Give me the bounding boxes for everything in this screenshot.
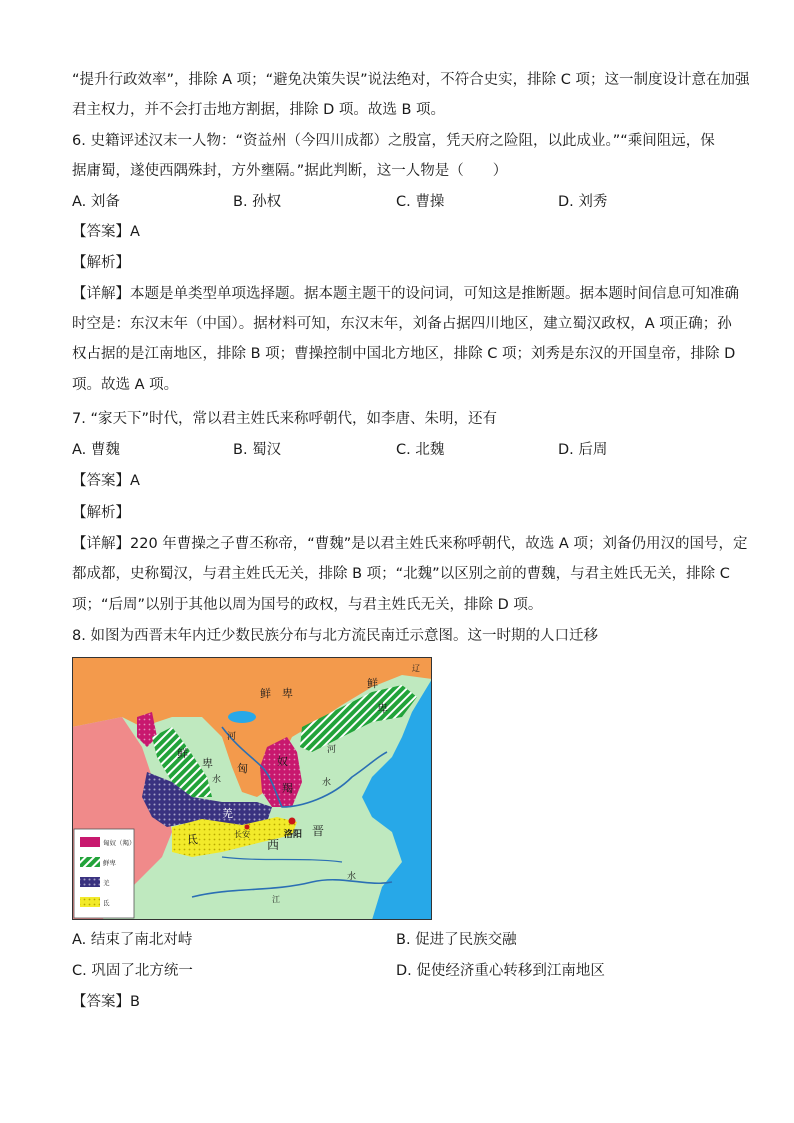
prev-explanation-line-1: “提升行政效率”，排除 A 项；“避免决策失误”说法绝对，不符合史实，排除 C 项；这一制度设计意在加强 bbox=[72, 72, 750, 88]
legend-swatch-di bbox=[80, 897, 100, 907]
q6-option-d[interactable]: D. 刘秀 bbox=[558, 194, 608, 210]
q6-answer: 【答案】A bbox=[72, 224, 140, 240]
map-label: 水 bbox=[212, 775, 222, 785]
map-label: 河 bbox=[227, 732, 237, 742]
legend-swatch-xianbei bbox=[80, 857, 100, 867]
prev-explanation-line-2: 君主权力，并不会打击地方割据，排除 D 项。故选 B 项。 bbox=[72, 102, 446, 118]
legend-swatch-xiongnu bbox=[80, 837, 100, 847]
map-label: 晋 bbox=[312, 824, 325, 838]
map-label: 卑 bbox=[377, 702, 388, 715]
q7-option-b[interactable]: B. 蜀汉 bbox=[233, 442, 282, 458]
map-legend bbox=[74, 829, 136, 918]
map-label: 江 bbox=[272, 895, 280, 904]
map-label: 河 bbox=[327, 745, 337, 755]
q8-option-b[interactable]: B. 促进了民族交融 bbox=[396, 932, 517, 948]
legend-swatch-qiang bbox=[80, 877, 100, 887]
map-label: 羯 bbox=[282, 782, 293, 795]
map-label: 鲜 bbox=[260, 687, 271, 700]
map-label: 辽 bbox=[412, 664, 420, 673]
legend-label: 鲜卑 bbox=[103, 859, 116, 867]
map-label: 卑 bbox=[282, 687, 293, 700]
map-label: 氐 bbox=[187, 833, 198, 846]
q7-analysis-label: 【解析】 bbox=[72, 505, 130, 521]
q8-option-c[interactable]: C. 巩固了北方统一 bbox=[72, 963, 193, 979]
map-label: 鲜 bbox=[367, 677, 378, 690]
q6-stem-line-1: 6. 史籍评述汉末一人物：“资益州（今四川成都）之殷富，凭天府之险阻，以此成业。”“乘间阻远，保 bbox=[72, 133, 715, 149]
luoyang-marker bbox=[289, 818, 296, 825]
map-label: 长安 bbox=[234, 830, 250, 839]
legend-label: 匈奴（羯） bbox=[103, 839, 136, 847]
q7-answer: 【答案】A bbox=[72, 473, 140, 489]
q7-detail-line-2: 都成都，史称蜀汉，与君主姓氏无关，排除 B 项；“北魏”以区别之前的曹魏，与君主姓氏无关，排除 C bbox=[72, 566, 730, 582]
q8-stem: 8. 如图为西晋末年内迁少数民族分布与北方流民南迁示意图。这一时期的人口迁移 bbox=[72, 628, 598, 644]
legend-label: 羌 bbox=[103, 879, 110, 887]
q7-detail-line-3: 项；“后周”以别于其他以周为国号的政权，与君主姓氏无关，排除 D 项。 bbox=[72, 597, 543, 613]
q6-detail-line-4: 项。故选 A 项。 bbox=[72, 377, 179, 393]
q7-detail-line-1: 【详解】220 年曹操之子曹丕称帝，“曹魏”是以君主姓氏来称呼朝代，故选 A 项；刘备仍用汉的国号，定 bbox=[72, 536, 748, 552]
map-label: 水 bbox=[322, 778, 332, 788]
q8-answer: 【答案】B bbox=[72, 994, 140, 1010]
map-label: 奴 bbox=[277, 755, 288, 768]
lake bbox=[228, 711, 256, 723]
q7-option-d[interactable]: D. 后周 bbox=[558, 442, 608, 458]
q8-option-d[interactable]: D. 促使经济重心转移到江南地区 bbox=[396, 963, 605, 979]
migration-map bbox=[72, 657, 432, 920]
map-label: 西 bbox=[267, 838, 280, 852]
q7-stem: 7. “家天下”时代，常以君主姓氏来称呼朝代，如李唐、朱明，还有 bbox=[72, 411, 497, 427]
map-label: 匈 bbox=[237, 762, 248, 775]
map-label: 卑 bbox=[202, 757, 213, 770]
q6-detail-line-2: 时空是：东汉末年（中国）。据材料可知，东汉末年，刘备占据四川地区，建立蜀汉政权，A 项正确；孙 bbox=[72, 316, 732, 332]
q7-option-a[interactable]: A. 曹魏 bbox=[72, 442, 120, 458]
q8-option-a[interactable]: A. 结束了南北对峙 bbox=[72, 932, 193, 948]
map-label: 水 bbox=[347, 872, 357, 882]
legend-label: 氐 bbox=[103, 899, 110, 907]
q6-detail-line-3: 权占据的是江南地区，排除 B 项；曹操控制中国北方地区，排除 C 项；刘秀是东汉的开国皇帝，排除 D bbox=[72, 346, 736, 362]
q6-stem-line-2: 据庸蜀，遂使西隅殊封，方外壅隔。”据此判断，这一人物是（ ） bbox=[72, 163, 508, 179]
map-label: 鲜 bbox=[177, 747, 188, 760]
changan-marker bbox=[245, 825, 250, 830]
q7-option-c[interactable]: C. 北魏 bbox=[396, 442, 445, 458]
q6-detail-line-1: 【详解】本题是单类型单项选择题。据本题主题干的设问词，可知这是推断题。据本题时间信息可知准确 bbox=[72, 286, 739, 302]
q6-option-c[interactable]: C. 曹操 bbox=[396, 194, 445, 210]
map-label: 羌 bbox=[222, 807, 233, 820]
q6-analysis-label: 【解析】 bbox=[72, 255, 130, 271]
q6-option-a[interactable]: A. 刘备 bbox=[72, 194, 120, 210]
q6-option-b[interactable]: B. 孙权 bbox=[233, 194, 282, 210]
map-label: 洛阳 bbox=[284, 830, 303, 840]
